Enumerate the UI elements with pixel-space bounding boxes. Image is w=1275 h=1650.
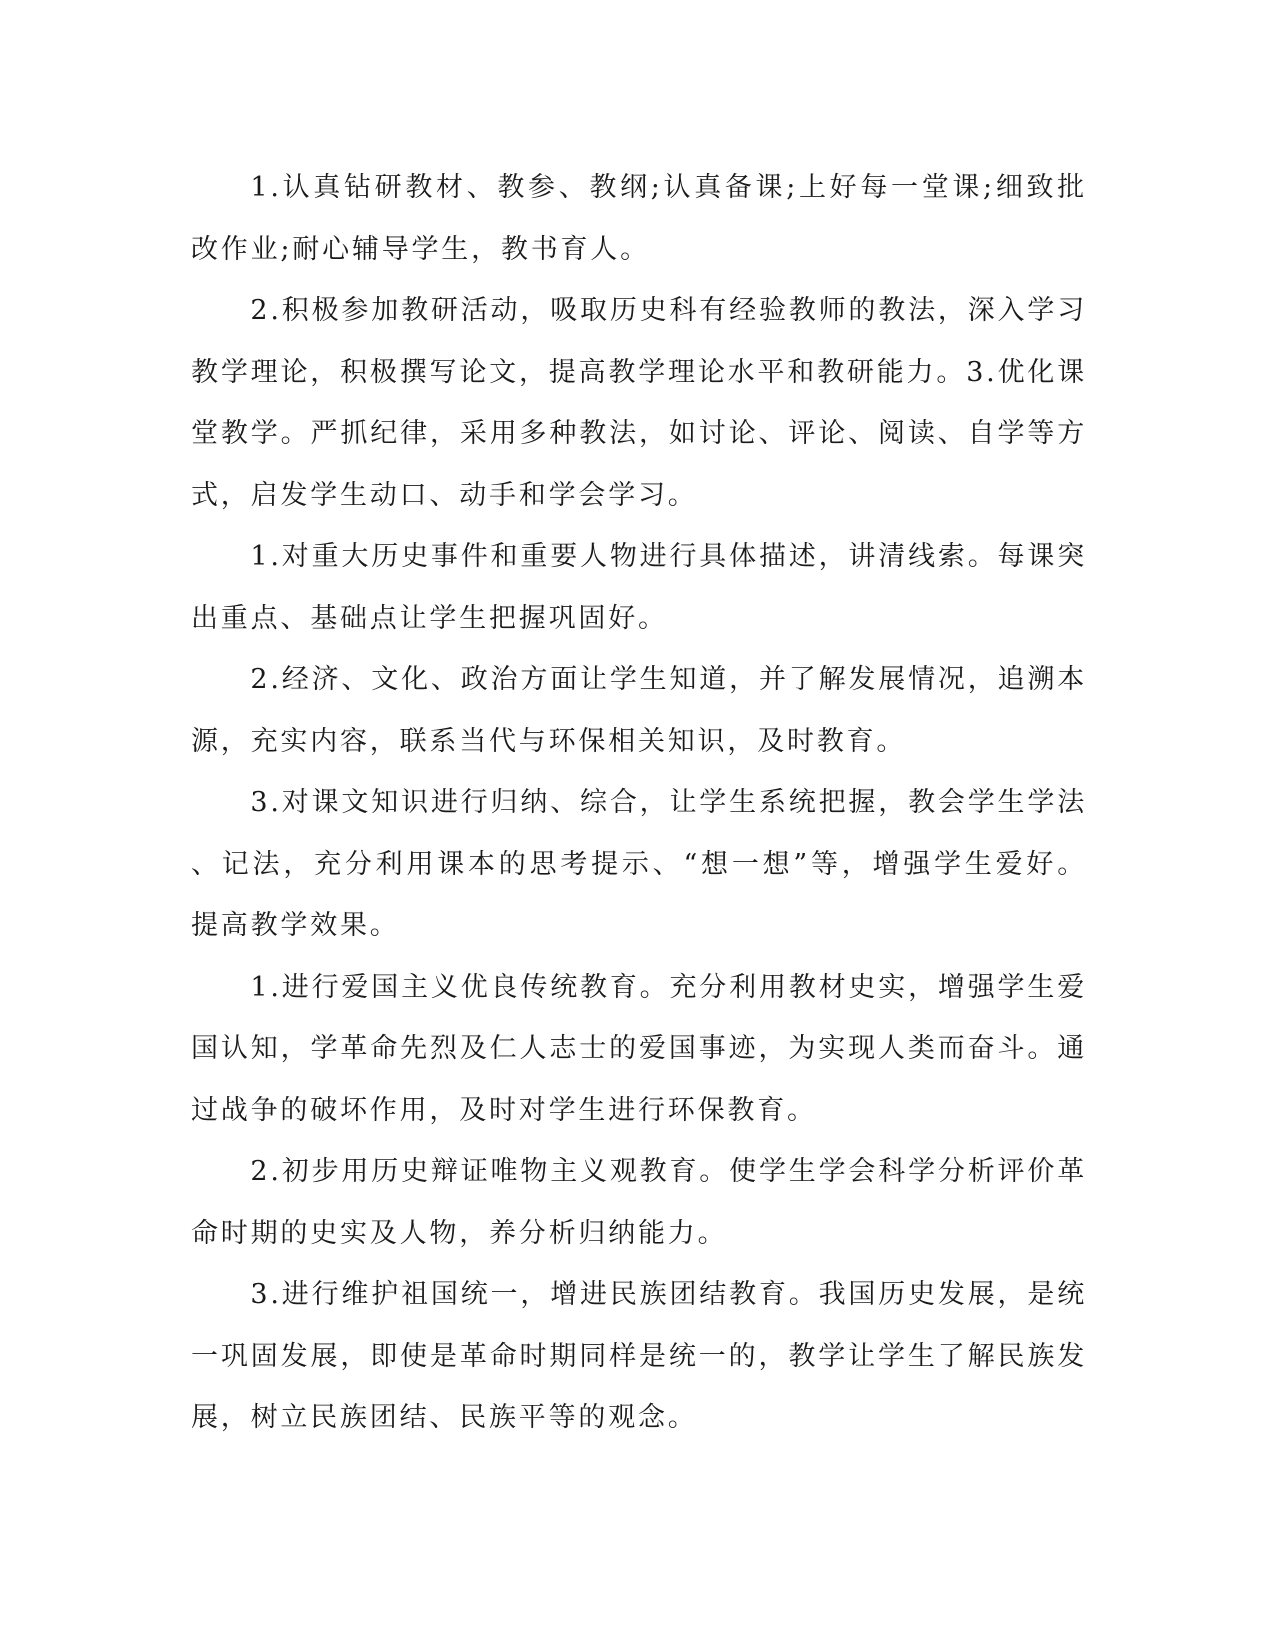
paragraph-1: 1.认真钻研教材、教参、教纲;认真备课;上好每一堂课;细致批改作业;耐心辅导学生，教书育人。 xyxy=(191,172,1087,265)
paragraph-3: 1.对重大历史事件和重要人物进行具体描述，讲清线索。每课突出重点、基础点让学生把握巩固好。 xyxy=(191,541,1087,634)
paragraph-7: 2.初步用历史辩证唯物主义观教育。使学生学会科学分析评价革命时期的史实及人物，养分析归纳能力。 xyxy=(191,1156,1087,1249)
paragraph-4: 2.经济、文化、政治方面让学生知道，并了解发展情况，追溯本源，充实内容，联系当代与环保相关知识，及时教育。 xyxy=(191,664,1087,757)
paragraph-2: 2.积极参加教研活动，吸取历史科有经验教师的教法，深入学习教学理论，积极撰写论文，提高教学理论水平和教研能力。3.优化课堂教学。严抓纪律，采用多种教法，如讨论、评论、阅读、自学等方式，启发学生动口、动手和学会学习。 xyxy=(191,295,1087,511)
paragraph-6: 1.进行爱国主义优良传统教育。充分利用教材史实，增强学生爱国认知，学革命先烈及仁人志士的爱国事迹，为实现人类而奋斗。通过战争的破坏作用，及时对学生进行环保教育。 xyxy=(191,971,1087,1126)
paragraph-8: 3.进行维护祖国统一，增进民族团结教育。我国历史发展，是统一巩固发展，即使是革命时期同样是统一的，教学让学生了解民族发展，树立民族团结、民族平等的观念。 xyxy=(191,1279,1087,1433)
paragraph-5: 3.对课文知识进行归纳、综合，让学生系统把握，教会学生学法、记法，充分利用课本的思考提示、“想一想”等，增强学生爱好。提高教学效果。 xyxy=(191,787,1087,941)
document-body xyxy=(191,157,1087,1449)
